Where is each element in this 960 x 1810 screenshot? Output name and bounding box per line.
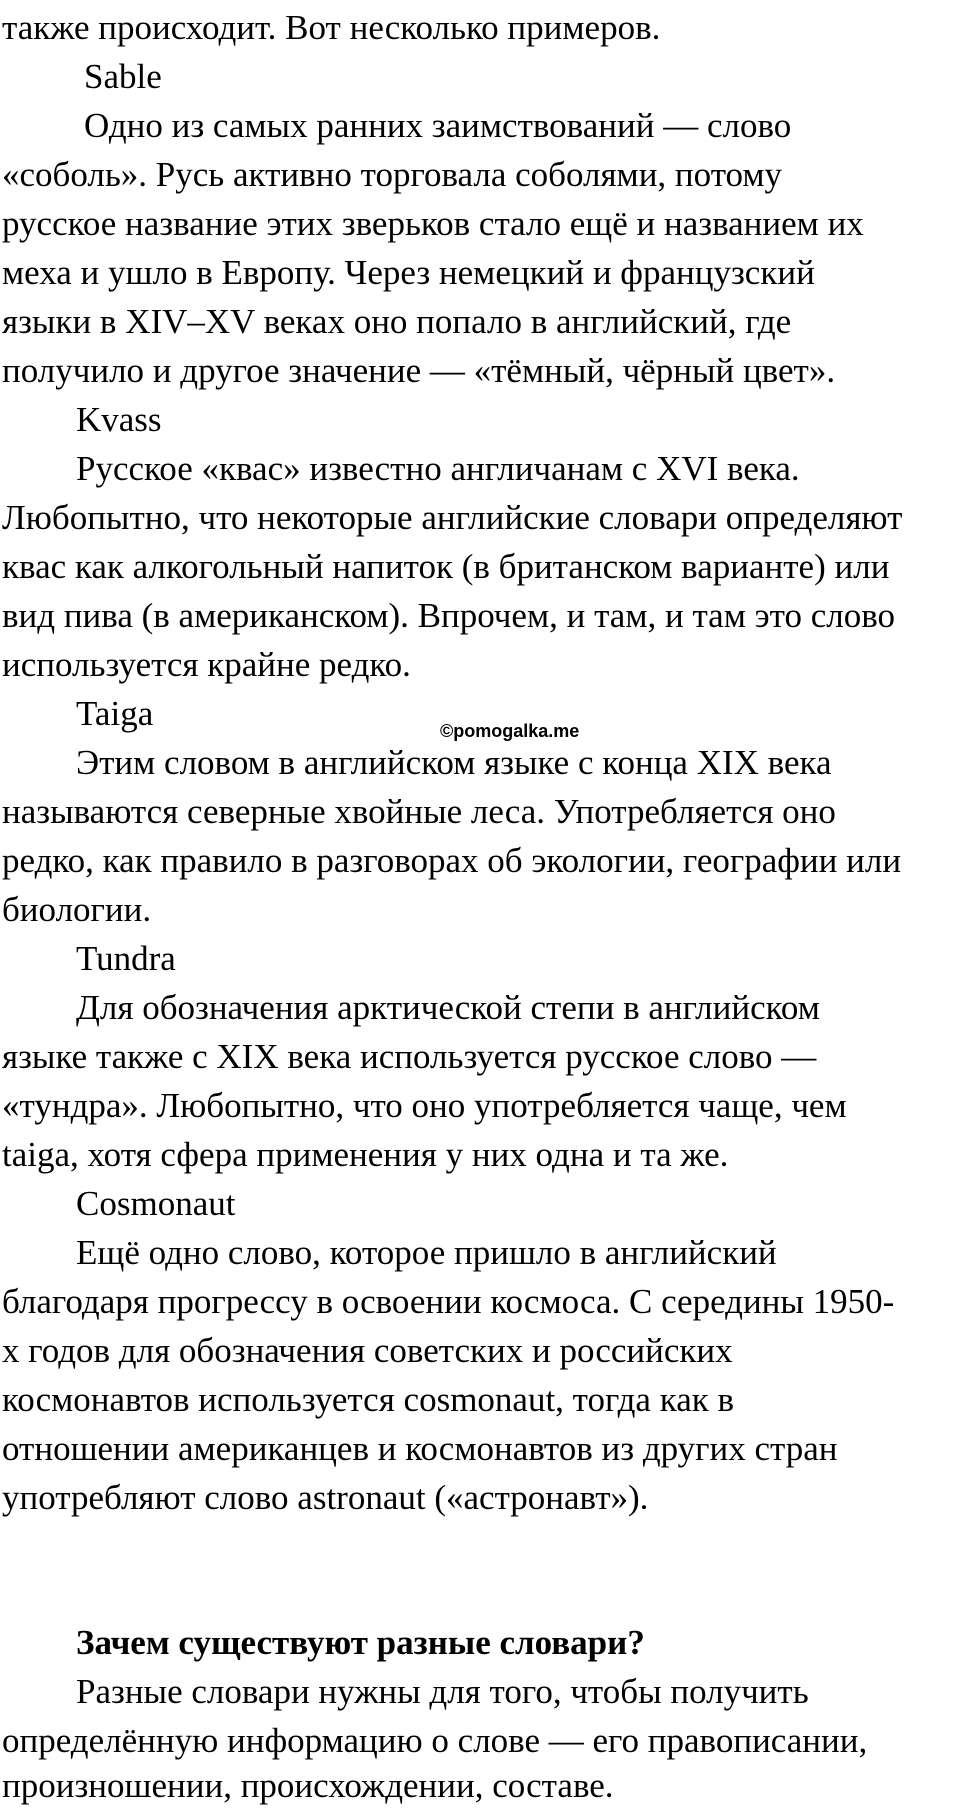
text-line: Разные словари нужны для того, чтобы получить <box>76 1672 809 1711</box>
text-line: Этим словом в английском языке с конца XIX века <box>76 743 832 782</box>
section-heading: Зачем существуют разные словари? <box>76 1623 645 1662</box>
text-line: называются северные хвойные леса. Употребляется оно <box>2 792 836 831</box>
text-line: произношении, происхождении, составе. <box>2 1766 614 1805</box>
text-line: также происходит. Вот несколько примеров. <box>2 8 661 47</box>
text-line: языке также с XIX века используется русское слово — <box>2 1037 817 1076</box>
word-heading-taiga: Taiga <box>76 694 154 733</box>
text-line: taiga, хотя сфера применения у них одна и та же. <box>2 1135 729 1174</box>
text-line: вид пива (в американском). Впрочем, и там, и там это слово <box>2 596 896 635</box>
text-line: получило и другое значение — «тёмный, чёрный цвет». <box>2 351 836 390</box>
text-line: х годов для обозначения советских и российских <box>2 1331 733 1370</box>
word-heading-kvass: Kvass <box>76 400 162 439</box>
text-line: Любопытно, что некоторые английские словари определяют <box>2 498 903 537</box>
text-line: Русское «квас» известно англичанам с XVI века. <box>76 449 800 488</box>
text-line: употребляют слово astronaut («астронавт»). <box>2 1478 649 1517</box>
text-line: космонавтов используется cosmonaut, тогда как в <box>2 1380 735 1419</box>
text-line: определённую информацию о слове — его правописании, <box>2 1721 868 1760</box>
text-line: меха и ушло в Европу. Через немецкий и французский <box>2 253 815 292</box>
text-line: квас как алкогольный напиток (в британском варианте) или <box>2 547 890 586</box>
text-line: русское название этих зверьков стало ещё и названием их <box>2 204 864 243</box>
text-line: «тундра». Любопытно, что оно употребляется чаще, чем <box>2 1086 847 1125</box>
text-line: «соболь». Русь активно торговала соболями, потому <box>2 155 783 194</box>
text-line: Ещё одно слово, которое пришло в английский <box>76 1233 777 1272</box>
text-line: Одно из самых ранних заимствований — слово <box>84 106 792 145</box>
word-heading-tundra: Tundra <box>76 939 176 978</box>
text-line: биологии. <box>2 890 152 929</box>
text-line: Для обозначения арктической степи в английском <box>76 988 820 1027</box>
word-heading-cosmonaut: Cosmonaut <box>76 1184 236 1223</box>
watermark: ©pomogalka.me <box>440 721 580 741</box>
word-heading-sable: Sable <box>84 57 162 96</box>
text-line: редко, как правило в разговорах об экологии, географии или <box>2 841 902 880</box>
text-line: отношении американцев и космонавтов из других стран <box>2 1429 838 1468</box>
text-line: языки в XIV–XV веках оно попало в английский, где <box>2 302 792 341</box>
text-line: используется крайне редко. <box>2 645 411 684</box>
text-line: благодаря прогрессу в освоении космоса. С середины 1950- <box>2 1282 895 1321</box>
